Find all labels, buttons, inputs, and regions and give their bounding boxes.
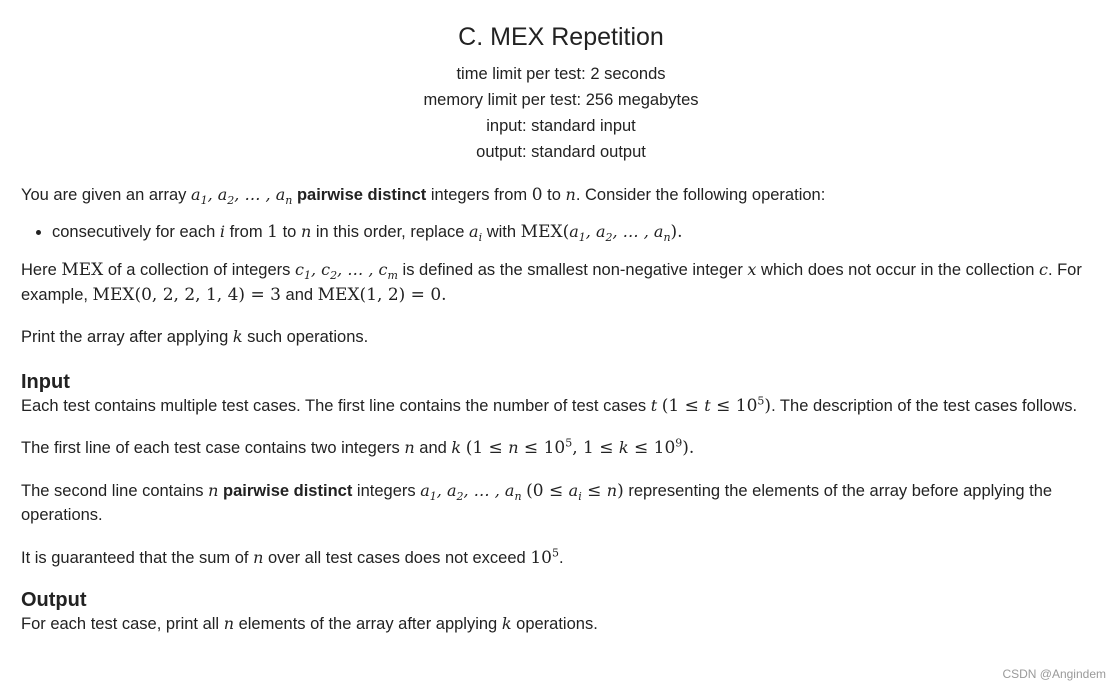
problem-statement: [21, 0, 1101, 637]
problem-limits: [21, 61, 1101, 165]
time-limit: time limit per test: 2 seconds: [456, 65, 666, 83]
input-heading: Input: [21, 370, 70, 393]
input-file: input: standard input: [486, 117, 636, 135]
statement-paragraph-3: Print the array after applying k such operations.: [21, 327, 369, 346]
input-paragraph-4: It is guaranteed that the sum of n over all test cases does not exceed $10^5$.: [21, 545, 564, 568]
operation-item: • consecutively for each i from 1 to n in this order, replace $a_i$ with $MEX(a_1$, $a_2$, … , $a_n$).: [52, 220, 1101, 245]
input-paragraph-2: The first line of each test case contains two integers n and k ($1 \le n \le 10^5$, $1 \le k \le 10^9$).: [21, 436, 695, 458]
statement-paragraph-1: You are given an array $a_1$, $a_2$, … , $a_n$ pairwise distinct integers from 0 to n. Consider the following operation:: [21, 185, 826, 208]
operation-list: [21, 220, 1101, 245]
watermark: CSDN @Angindem: [1002, 667, 1106, 681]
math-array: $a_1$, $a_2$, … , $a_n$: [191, 185, 293, 208]
input-paragraph-3: The second line contains n pairwise distinct integers $a_1$, $a_2$, … , $a_n$ $(0 \le a_i \le n)$ representing the elements of the array before applying the operations.: [21, 480, 1053, 524]
memory-limit: memory limit per test: 256 megabytes: [423, 91, 699, 109]
problem-title: C. MEX Repetition: [458, 23, 664, 51]
output-file: output: standard output: [476, 143, 646, 161]
output-heading: Output: [21, 589, 87, 611]
statement-paragraph-2: Here MEX of a collection of integers $c_1$, $c_2$, … , $c_m$ is defined as the smallest non-negative integer x which does not occur in the collection c. For example, MEX(0, 2, 2, 1, 4) = 3 and MEX(1, 2) = 0.: [21, 260, 1082, 305]
problem-header: [21, 22, 1101, 165]
output-paragraph-1: For each test case, print all n elements of the array after applying k operations.: [21, 614, 598, 633]
input-paragraph-1: Each test contains multiple test cases. The first line contains the number of test cases t $(1 \le t \le 10^5)$. The description of the test cases follows.: [21, 393, 1078, 416]
